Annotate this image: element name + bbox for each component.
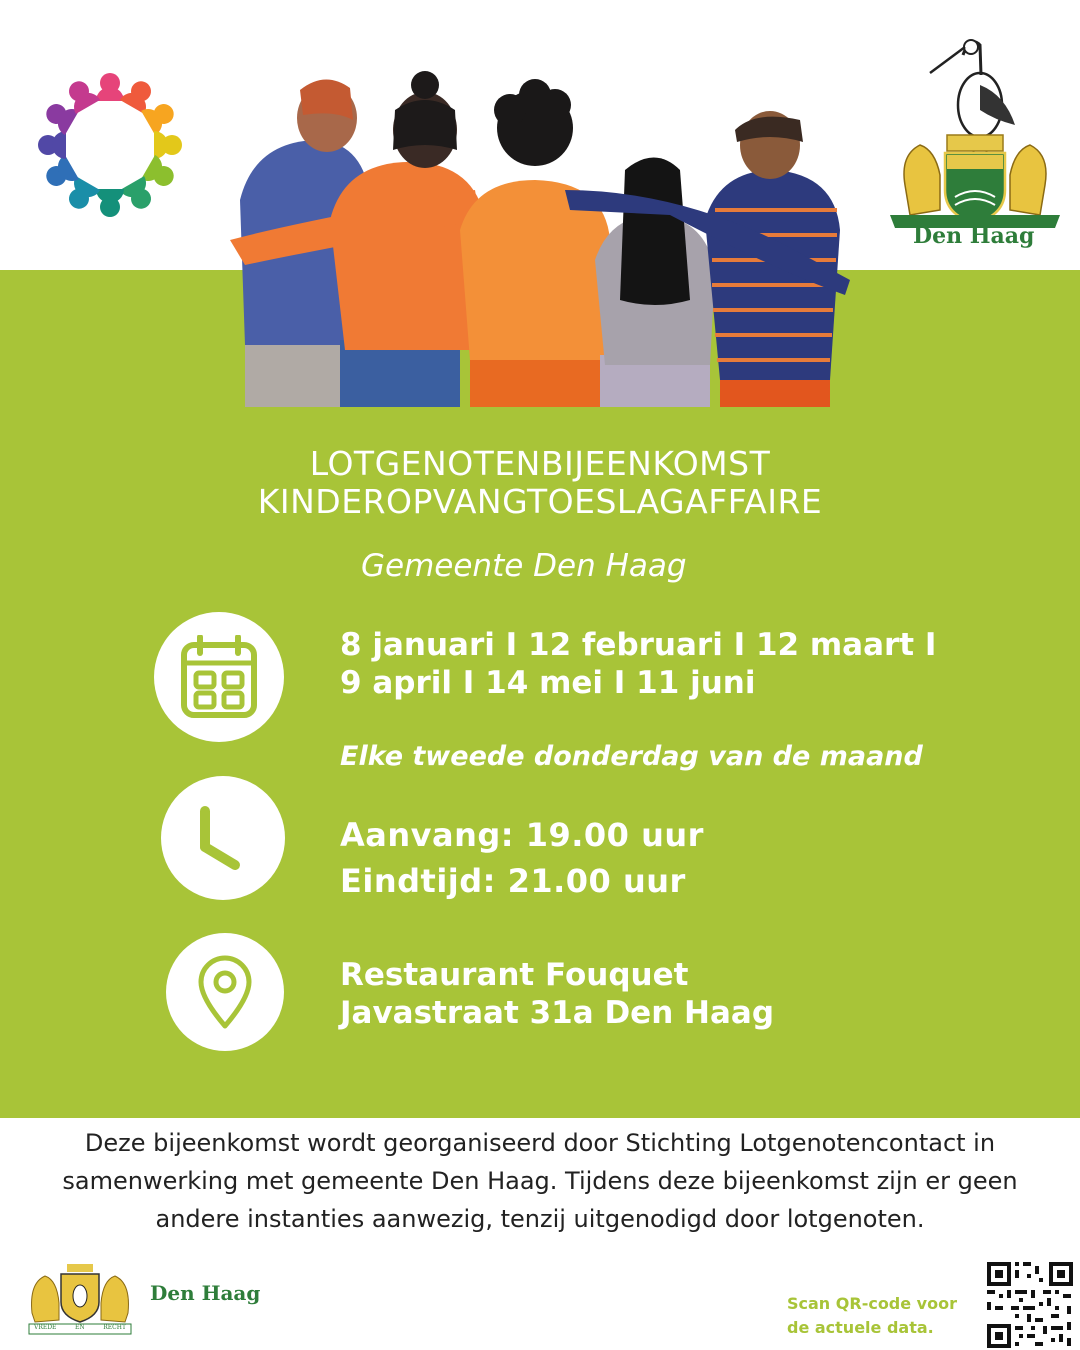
clock-icon [193,803,253,873]
title-line-2: KINDEROPVANGTOESLAGAFFAIRE [257,482,823,521]
den-haag-footer-text: Den Haag [150,1281,261,1305]
qr-code[interactable] [985,1260,1075,1350]
scan-line-2: de actuele data. [787,1318,934,1337]
calendar-icon-circle [154,612,284,742]
footer-description: Deze bijeenkomst wordt georganiseerd door Stichting Lotgenotencontact in samenwerking met gemeente Den Haag. Tijdens deze bijeenkomst zijn er geen andere instanties aanwezig, tenzij uitgenodigd door lotgenoten. [62,1129,1018,1233]
clock-icon-circle [161,776,285,900]
subtitle: Gemeente Den Haag [361,548,687,584]
people-group-illustration [225,70,855,407]
motto-ribbon [34,1324,126,1331]
title-line-1: LOTGENOTENBIJEENKOMST [309,444,771,483]
frequency-text: Elke tweede donderdag van de maand [340,741,923,772]
person [96,73,124,101]
dates-line-2: 9 april I 14 mei I 11 juni [340,665,756,701]
start-time: Aanvang: 19.00 uur [340,816,704,854]
venue-name: Restaurant Fouquet [340,957,689,993]
calendar-icon [180,635,258,719]
motto-word: RECHT [103,1324,126,1331]
scan-line-1: Scan QR-code voor [787,1294,957,1313]
den-haag-logo-text: Den Haag [913,223,1035,249]
end-time: Eindtijd: 21.00 uur [340,862,686,900]
location-icon-circle [166,933,284,1051]
circle-people-logo [30,65,190,225]
motto-word: VREDE [34,1324,57,1331]
dates-line-1: 8 januari I 12 februari I 12 maart I [340,627,937,663]
motto-word: EN [75,1324,85,1331]
location-pin-icon [195,952,255,1032]
venue-address: Javastraat 31a Den Haag [340,995,775,1031]
den-haag-coat-of-arms [885,25,1065,255]
